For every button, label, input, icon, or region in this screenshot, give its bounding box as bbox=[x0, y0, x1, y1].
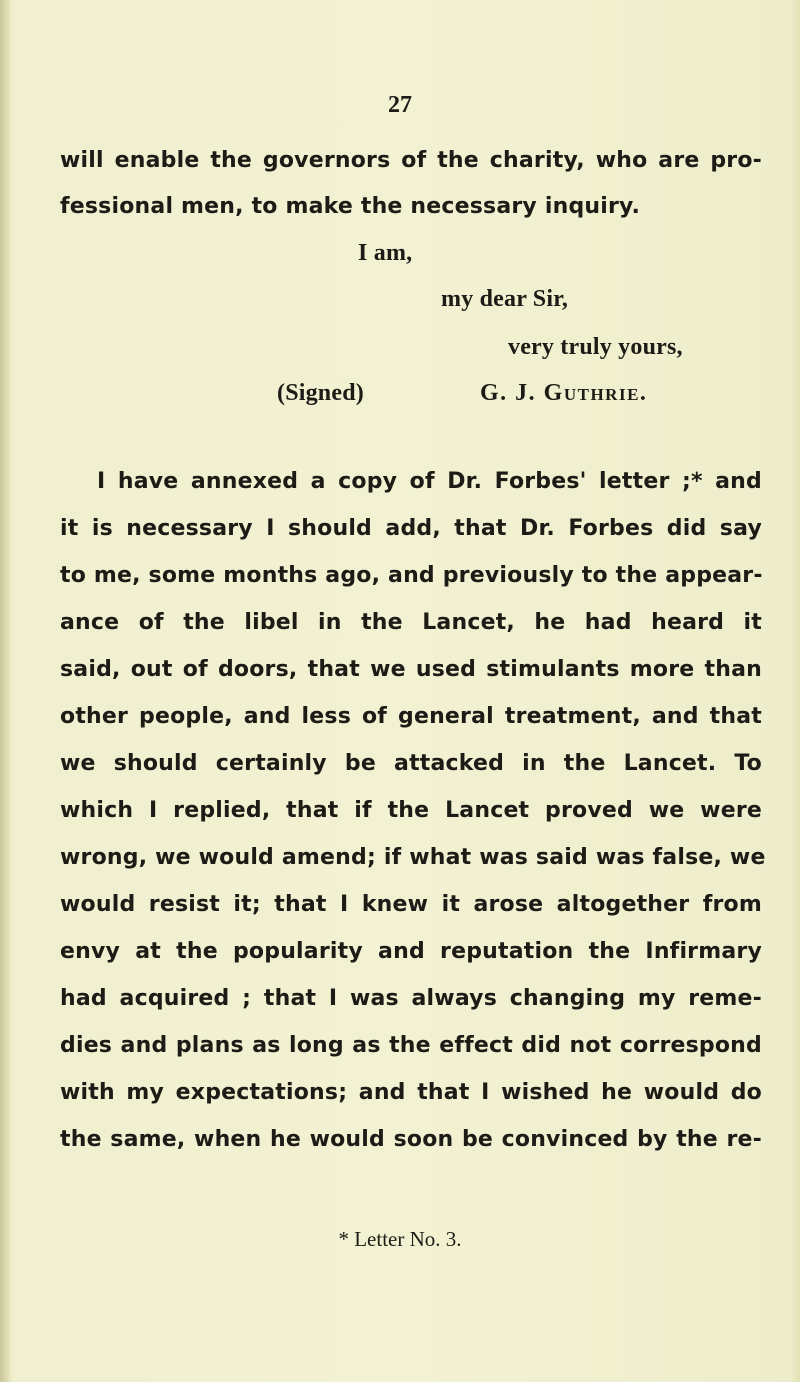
text-line: will enable the governors of the charity, who are pro- bbox=[60, 148, 762, 173]
binding-edge bbox=[0, 0, 10, 1382]
signature: G. J. Guthrie. bbox=[480, 380, 648, 406]
text-line: other people, and less of general treatment, and that bbox=[60, 704, 762, 729]
text-line: would resist it; that I knew it arose altogether from bbox=[60, 892, 762, 917]
text-line: wrong, we would amend; if what was said was false, we bbox=[60, 845, 766, 870]
text-line: with my expectations; and that I wished he would do bbox=[60, 1080, 762, 1105]
text-line: the same, when he would soon be convinced by the re- bbox=[60, 1127, 762, 1152]
text-line: we should certainly be attacked in the Lancet. To bbox=[60, 751, 762, 776]
text-line: dies and plans as long as the effect did not correspond bbox=[60, 1033, 762, 1058]
text-line: ance of the libel in the Lancet, he had heard it bbox=[60, 610, 762, 635]
text-line: envy at the popularity and reputation the Infirmary bbox=[60, 939, 762, 964]
closing-line: very truly yours, bbox=[508, 334, 683, 360]
text-line: said, out of doors, that we used stimulants more than bbox=[60, 657, 762, 682]
closing-line: my dear Sir, bbox=[441, 286, 569, 312]
footnote: * Letter No. 3. bbox=[338, 1227, 462, 1251]
text-line: it is necessary I should add, that Dr. Forbes did say bbox=[60, 516, 762, 541]
text-line: which I replied, that if the Lancet proved we were bbox=[60, 798, 762, 823]
text-line: to me, some months ago, and previously to the appear- bbox=[60, 563, 763, 588]
closing-line: I am, bbox=[358, 240, 413, 266]
page-number: 27 bbox=[388, 92, 412, 118]
text-line: fessional men, to make the necessary inquiry. bbox=[60, 194, 641, 219]
signed-label: (Signed) bbox=[277, 380, 364, 406]
text-line: I have annexed a copy of Dr. Forbes' letter ;* and bbox=[97, 469, 762, 494]
text-line: had acquired ; that I was always changing my reme- bbox=[60, 986, 762, 1011]
